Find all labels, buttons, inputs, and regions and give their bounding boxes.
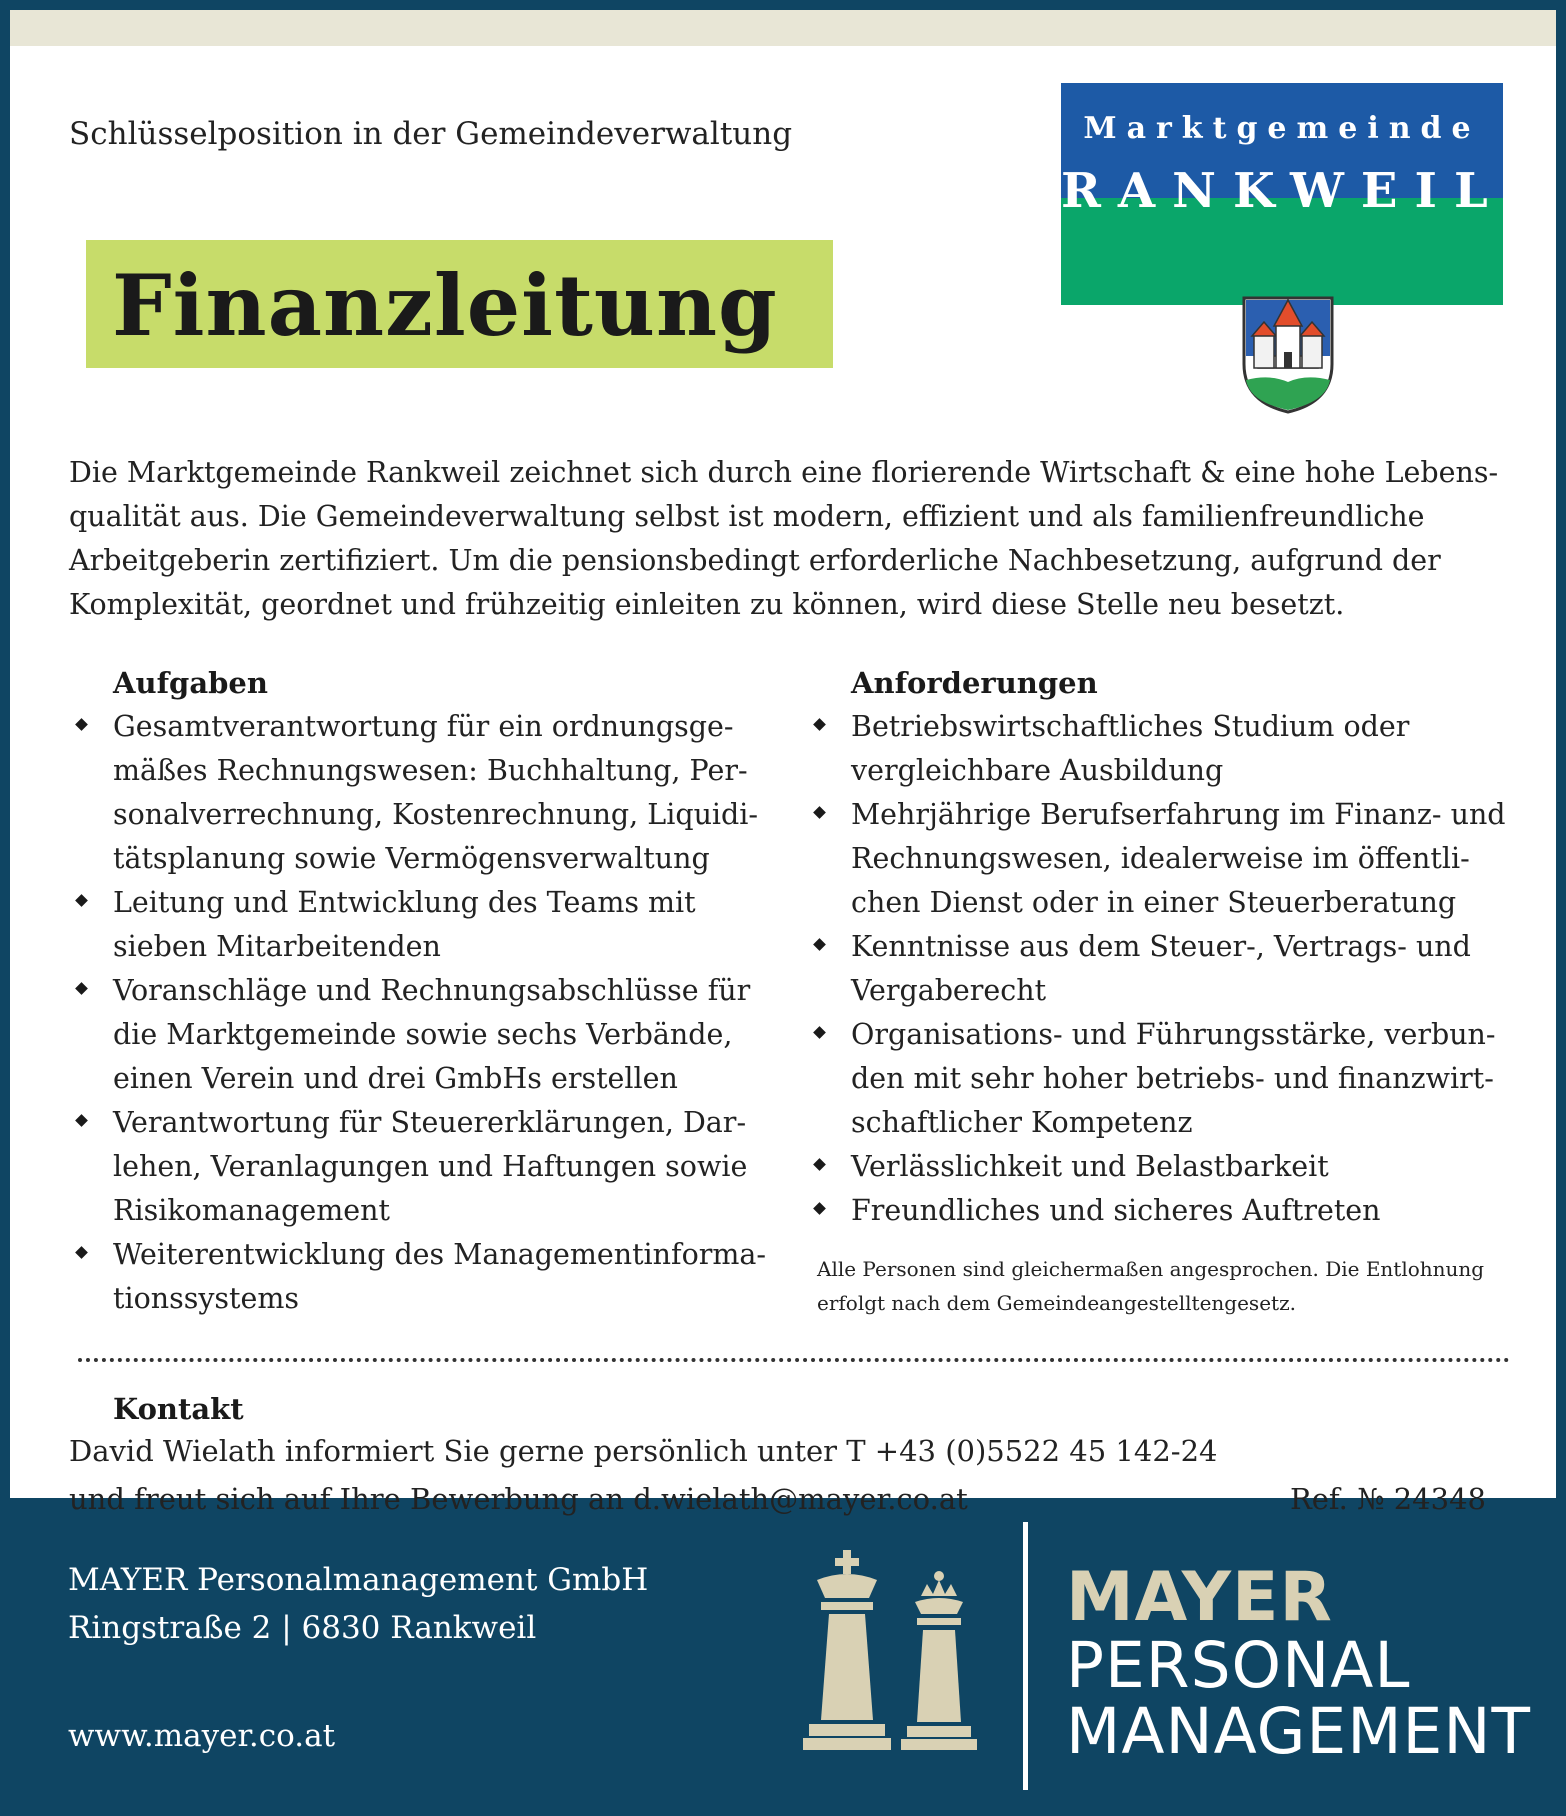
list-item: Verantwortung für Steuererklärungen, Darlehen, Veranlagungen und Haftungen sowie Risikomanagement: [69, 1101, 789, 1233]
brand-line-3: MANAGEMENT: [1066, 1695, 1531, 1768]
tasks-heading: Aufgaben: [113, 666, 268, 700]
requirements-column: [807, 661, 1517, 1233]
chess-pieces-icon: [803, 1550, 983, 1750]
footer-divider: [1023, 1522, 1028, 1790]
diamond-bullet-icon: [813, 806, 826, 819]
dotted-divider: [78, 1358, 1510, 1362]
intro-paragraph: Die Marktgemeinde Rankweil zeichnet sich durch eine florierende Wirtschaft & eine hohe Lebensqualität aus. Die Gemeindeverwaltung selbst ist modern, effizient und als familienfreundliche Arbeitgeberin zertifiziert. Um die pensionsbedingt erforderliche Nachbesetzung, aufgrund der Komplexität, geordnet und frühzeitig einleiten zu können, wird diese Stelle neu besetzt.: [69, 456, 1499, 621]
list-item: Verlässlichkeit und Belastbarkeit: [807, 1145, 1517, 1189]
list-item: Betriebswirtschaftliches Studium oder vergleichbare Ausbildung: [807, 705, 1517, 793]
contact-heading: Kontakt: [113, 1392, 244, 1426]
list-item: Kenntnisse aus dem Steuer-, Vertrags- und Vergaberecht: [807, 925, 1517, 1013]
list-item: Organisations- und Führungsstärke, verbunden mit sehr hoher betriebs- und finanzwirtschaftlicher Kompetenz: [807, 1013, 1517, 1145]
diamond-bullet-icon: [75, 894, 88, 907]
footer-company: MAYER Personalmanagement GmbH: [68, 1562, 649, 1598]
diamond-bullet-icon: [75, 1114, 88, 1127]
diamond-bullet-icon: [813, 1026, 826, 1039]
diamond-bullet-icon: [75, 1246, 88, 1259]
top-strip: [10, 10, 1556, 46]
brand-line-2: PERSONAL: [1066, 1629, 1411, 1702]
diamond-bullet-icon: [813, 938, 826, 951]
logo-line-2: RANKWEIL: [1061, 163, 1505, 219]
eyebrow-text: Schlüsselposition in der Gemeindeverwaltung: [69, 116, 793, 152]
brand-line-1: MAYER: [1066, 1558, 1333, 1637]
rankweil-coat-of-arms-icon: [1240, 294, 1336, 416]
job-title: Finanzleitung: [112, 256, 778, 355]
list-item: Voranschläge und Rechnungsabschlüsse für die Marktgemeinde sowie sechs Verbände, einen Verein und drei GmbHs erstellen: [69, 969, 789, 1101]
diamond-bullet-icon: [813, 1202, 826, 1215]
list-item: Gesamtverantwortung für ein ordnungsgemäßes Rechnungswesen: Buchhaltung, Personalverrechnung, Kostenrechnung, Liquiditätsplanung sowie Vermögensverwaltung: [69, 705, 789, 881]
list-item: Mehrjährige Berufserfahrung im Finanz- und Rechnungswesen, idealerweise im öffentlichen Dienst oder in einer Steuerberatung: [807, 793, 1517, 925]
footer-website-link[interactable]: www.mayer.co.at: [68, 1718, 336, 1754]
diamond-bullet-icon: [75, 718, 88, 731]
list-item: Weiterentwicklung des Managementinformationssystems: [69, 1233, 789, 1321]
diamond-bullet-icon: [75, 982, 88, 995]
title-highlight: [86, 240, 833, 368]
reference-number: Ref. № 24348: [1289, 1482, 1486, 1516]
diamond-bullet-icon: [813, 1158, 826, 1171]
rankweil-logo: [1061, 83, 1503, 305]
diamond-bullet-icon: [813, 718, 826, 731]
contact-line-2: und freut sich auf Ihre Bewerbung an d.wielath@mayer.co.at: [69, 1482, 968, 1516]
tasks-column: [69, 661, 789, 1321]
job-ad-sheet: [10, 46, 1556, 1516]
tasks-list: [69, 705, 789, 1321]
list-item: Leitung und Entwicklung des Teams mit sieben Mitarbeitenden: [69, 881, 789, 969]
equal-opportunity-note: Alle Personen sind gleichermaßen angesprochen. Die Entlohnung erfolgt nach dem Gemeindeangestelltengesetz.: [817, 1257, 1485, 1315]
footer-address: Ringstraße 2 | 6830 Rankweil: [68, 1610, 537, 1646]
list-item: Freundliches und sicheres Auftreten: [807, 1189, 1517, 1233]
requirements-list: [807, 705, 1517, 1233]
requirements-heading: Anforderungen: [851, 666, 1098, 700]
contact-line-1: David Wielath informiert Sie gerne persönlich unter T +43 (0)5522 45 142-24: [69, 1434, 1218, 1468]
logo-line-1: Marktgemeinde: [1083, 111, 1481, 146]
